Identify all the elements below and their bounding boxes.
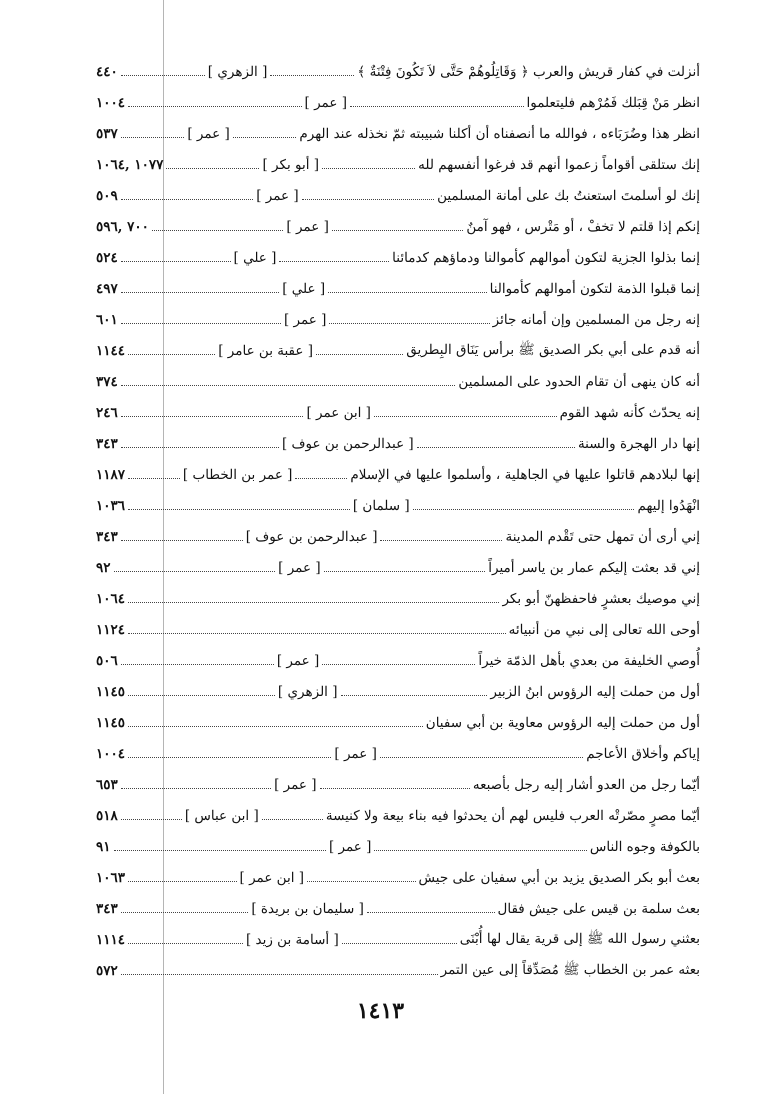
entry-narrator: [ عمر ] — [328, 838, 372, 855]
leader-dots — [270, 75, 354, 76]
leader-dots — [121, 199, 253, 200]
entry-page: ١١١٤ — [95, 931, 125, 948]
index-entry — [96, 366, 700, 397]
entry-page: ٣٧٤ — [96, 373, 118, 390]
index-entry — [96, 924, 700, 955]
index-entry — [96, 428, 700, 459]
entry-text: أوحى الله تعالى إلى نبي من أنبيائه — [508, 621, 700, 638]
leader-dots — [121, 385, 456, 386]
leader-dots — [295, 478, 347, 479]
index-entry — [96, 304, 700, 335]
entry-narrator: [ عمر ] — [334, 745, 377, 762]
leader-dots — [152, 230, 284, 231]
entry-narrator: [ عمر ] — [283, 311, 327, 328]
entry-narrator: [ الزهري ] — [277, 683, 338, 700]
entry-page: ١٠٠٤ — [96, 94, 126, 111]
entry-narrator: [ علي ] — [282, 280, 326, 297]
index-entry — [96, 490, 700, 521]
entry-page: ٤٩٧ — [96, 280, 118, 297]
entry-text: أنه كان ينهى أن تقام الحدود على المسلمين — [458, 373, 700, 390]
entry-page: ١٠٠٤ — [95, 745, 125, 762]
entry-text: أيّما رجل من العدو أشار إليه رجل بأصبعه — [472, 776, 700, 793]
entry-narrator: [ ابن عباس ] — [184, 807, 259, 824]
entry-page: ٣٤٣ — [95, 435, 118, 452]
entry-narrator: [ أسامة بن زيد ] — [245, 931, 339, 948]
entry-page: ١١٨٧ — [95, 466, 125, 483]
leader-dots — [121, 447, 279, 448]
entry-narrator: [ علي ] — [233, 249, 277, 266]
entry-page: ٥٠٦ — [96, 652, 118, 669]
index-entry — [96, 521, 700, 552]
leader-dots — [279, 261, 389, 262]
leader-dots — [121, 664, 274, 665]
leader-dots — [316, 354, 403, 355]
entry-narrator: [ ابن عمر ] — [306, 404, 371, 421]
entry-text: إنها دار الهجرة والسنة — [577, 435, 700, 452]
entry-text: إنكم إذا قلتم لا تخفْ ، أو مَتْرس ، فهو آمنٌ — [466, 218, 700, 235]
entry-narrator: [ سلمان ] — [352, 497, 410, 514]
leader-dots — [128, 695, 275, 696]
entry-page: ٥١٨ — [95, 807, 118, 824]
entry-page: ٩٢ — [96, 559, 111, 576]
entry-text: إنه رجل من المسلمين وإن أمانه جائز — [492, 311, 700, 328]
index-entry — [96, 831, 700, 862]
leader-dots — [374, 850, 586, 851]
entry-narrator: [ عمر ] — [278, 559, 321, 576]
leader-dots — [128, 478, 180, 479]
entry-narrator: [ عمر بن الخطاب ] — [182, 466, 293, 483]
leader-dots — [128, 726, 423, 727]
leader-dots — [121, 323, 281, 324]
entry-text: بعثه عمر بن الخطاب ﷺ مُصَدِّقاً إلى عين التمر — [440, 961, 700, 978]
leader-dots — [342, 943, 457, 944]
entry-text: إنما بذلوا الجزية لتكون أموالهم كأموالنا ودماؤهم كدمائنا — [392, 249, 700, 266]
leader-dots — [121, 974, 438, 975]
entry-page: ١١٤٥ — [96, 714, 126, 731]
leader-dots — [302, 199, 434, 200]
entry-page: ٥٢٤ — [96, 249, 118, 266]
leader-dots — [380, 540, 502, 541]
entry-page: ٩١ — [96, 838, 111, 855]
index-entry — [96, 738, 700, 769]
index-entry — [96, 459, 700, 490]
leader-dots — [128, 757, 331, 758]
entry-text: إنك ستلقى أقواماً زعموا أنهم قد فرغوا أنفسهم لله — [418, 156, 700, 173]
index-entry — [96, 552, 700, 583]
entry-page: ١١٤٥ — [96, 683, 126, 700]
entry-narrator: [ عمر ] — [274, 776, 317, 793]
leader-dots — [307, 881, 416, 882]
hadith-index-list — [96, 56, 700, 986]
entry-text: إنك لو أسلمتَ استعنتُ بك على أمانة المسلمين — [437, 187, 700, 204]
entry-page: ٥٣٧ — [96, 125, 118, 142]
entry-page: ٧٠٠ ,٥٩٦ — [95, 218, 149, 235]
entry-page: ١٠٣٦ — [96, 497, 126, 514]
entry-text: إنها لبلادهم قاتلوا عليها في الجاهلية ، وأسلموا عليها في الإسلام — [350, 466, 700, 483]
leader-dots — [121, 819, 182, 820]
entry-text: إني موصيك بعشرٍ فاحفظهنّ أبو بكر — [502, 590, 700, 607]
leader-dots — [367, 912, 495, 913]
entry-narrator: [ عبدالرحمن بن عوف ] — [281, 435, 414, 452]
entry-text: انْهَدُوا إليهم — [637, 497, 700, 514]
leader-dots — [166, 168, 259, 169]
page-number: ١٤١٣ — [356, 998, 405, 1024]
leader-dots — [341, 695, 488, 696]
leader-dots — [128, 633, 506, 634]
leader-dots — [350, 106, 524, 107]
index-entry — [96, 769, 700, 800]
leader-dots — [128, 509, 350, 510]
entry-narrator: [ سليمان بن بريدة ] — [251, 900, 364, 917]
entry-narrator: [ عمر ] — [286, 218, 329, 235]
index-entry — [96, 273, 700, 304]
leader-dots — [128, 881, 237, 882]
leader-dots — [233, 137, 297, 138]
entry-text: بعثني رسول الله ﷺ إلى قرية يقال لها أُبْنَى — [459, 930, 700, 947]
entry-text: انظر مَنْ قِبَلك فَمُرْهم فليتعلموا — [526, 94, 700, 111]
entry-page: ٦٠١ — [95, 311, 118, 328]
leader-dots — [328, 292, 486, 293]
entry-text: أنزلت في كفار قريش والعرب ﴿ وَقَاتِلُوهُمْ حَتَّى لاَ تَكُونَ فِتْنَةٌ ﴾ — [357, 63, 700, 80]
index-entry — [96, 397, 700, 428]
entry-text: أنه قدم على أبي بكر الصديق ﷺ برأس يَنَاق البِطريق — [406, 341, 700, 358]
entry-narrator: [ ابن عمر ] — [239, 869, 305, 886]
index-entry — [96, 335, 700, 366]
entry-text: بالكوفة وجوه الناس — [589, 838, 700, 855]
leader-dots — [128, 602, 499, 603]
entry-page: ١١٢٤ — [96, 621, 126, 638]
index-entry — [96, 149, 700, 180]
entry-text: أيّما مصرٍ مصّرتْه العرب فليس لهم أن يحدثوا فيه بناء بيعة ولا كنيسة — [325, 807, 700, 824]
index-entry — [96, 118, 700, 149]
leader-dots — [329, 323, 489, 324]
leader-dots — [128, 106, 302, 107]
leader-dots — [114, 850, 326, 851]
leader-dots — [417, 447, 575, 448]
leader-dots — [121, 540, 243, 541]
leader-dots — [121, 416, 304, 417]
entry-text: إنما قبلوا الذمة لتكون أموالهم كأموالنا — [489, 280, 700, 297]
entry-text: إني أرى أن تمهل حتى تَقْدم المدينة — [505, 528, 700, 545]
leader-dots — [320, 788, 470, 789]
entry-text: أول من حملت إليه الرؤوس معاوية بن أبي سفيان — [425, 714, 700, 731]
index-entry — [96, 893, 700, 924]
leader-dots — [121, 788, 271, 789]
leader-dots — [128, 943, 243, 944]
entry-text: إياكم وأخلاق الأعاجم — [586, 745, 700, 762]
entry-text: بعث سلمة بن قيس على جيش فقال — [497, 900, 700, 917]
entry-narrator: [ عبدالرحمن بن عوف ] — [245, 528, 378, 545]
leader-dots — [121, 261, 231, 262]
entry-page: ٦٥٣ — [96, 776, 118, 793]
leader-dots — [324, 571, 486, 572]
entry-narrator: [ عمر ] — [276, 652, 320, 669]
leader-dots — [322, 168, 415, 169]
index-entry — [96, 583, 700, 614]
leader-dots — [332, 230, 464, 231]
entry-narrator: [ الزهري ] — [207, 63, 268, 80]
index-entry — [96, 180, 700, 211]
leader-dots — [374, 416, 557, 417]
entry-page: ١٠٧٧ ,١٠٦٤ — [95, 156, 164, 173]
index-entry — [96, 87, 700, 118]
entry-page: ١٠٦٣ — [96, 869, 126, 886]
entry-page: ٥٠٩ — [96, 187, 118, 204]
index-entry — [96, 614, 700, 645]
index-entry — [96, 56, 700, 87]
entry-page: ٣٤٣ — [96, 528, 118, 545]
leader-dots — [121, 75, 205, 76]
index-entry — [96, 645, 700, 676]
index-entry — [96, 707, 700, 738]
leader-dots — [121, 912, 249, 913]
entry-text: أول من حملت إليه الرؤوس ابنُ الزبير — [490, 683, 700, 700]
entry-page: ٢٤٦ — [95, 404, 118, 421]
index-entry — [96, 676, 700, 707]
index-entry — [96, 955, 700, 986]
entry-narrator: [ عمر ] — [304, 94, 347, 111]
leader-dots — [121, 292, 279, 293]
entry-page: ١٠٦٤ — [96, 590, 126, 607]
entry-page: ٣٤٣ — [95, 900, 118, 917]
index-entry — [96, 862, 700, 893]
entry-page: ٥٧٢ — [96, 962, 118, 979]
entry-page: ٤٤٠ — [95, 63, 118, 80]
leader-dots — [114, 571, 276, 572]
entry-text: إنه يحدّث كأنه شهد القوم — [559, 404, 700, 421]
leader-dots — [121, 137, 185, 138]
index-entry — [96, 242, 700, 273]
entry-narrator: [ أبو بكر ] — [262, 156, 320, 173]
entry-text: بعث أبو بكر الصديق يزيد بن أبي سفيان على جيش — [418, 869, 700, 886]
leader-dots — [128, 354, 215, 355]
entry-text: إني قد بعثت إليكم عمار بن ياسر أميراً — [488, 559, 700, 576]
index-entry — [96, 211, 700, 242]
leader-dots — [413, 509, 635, 510]
entry-narrator: [ عمر ] — [187, 125, 230, 142]
entry-narrator: [ عمر ] — [256, 187, 299, 204]
leader-dots — [262, 819, 323, 820]
entry-page: ١١٤٤ — [95, 342, 125, 359]
entry-narrator: [ عقبة بن عامر ] — [218, 342, 313, 359]
entry-text: أُوصي الخليفة من بعدي بأهل الذمّة خيراً — [478, 652, 700, 669]
leader-dots — [380, 757, 583, 758]
leader-dots — [322, 664, 475, 665]
entry-text: انظر هذا وضُرَبَاءه ، فوالله ما أنصفناه أن أكلنا شبيبته ثمّ نخذله عند الهرم — [299, 125, 700, 142]
index-entry — [96, 800, 700, 831]
